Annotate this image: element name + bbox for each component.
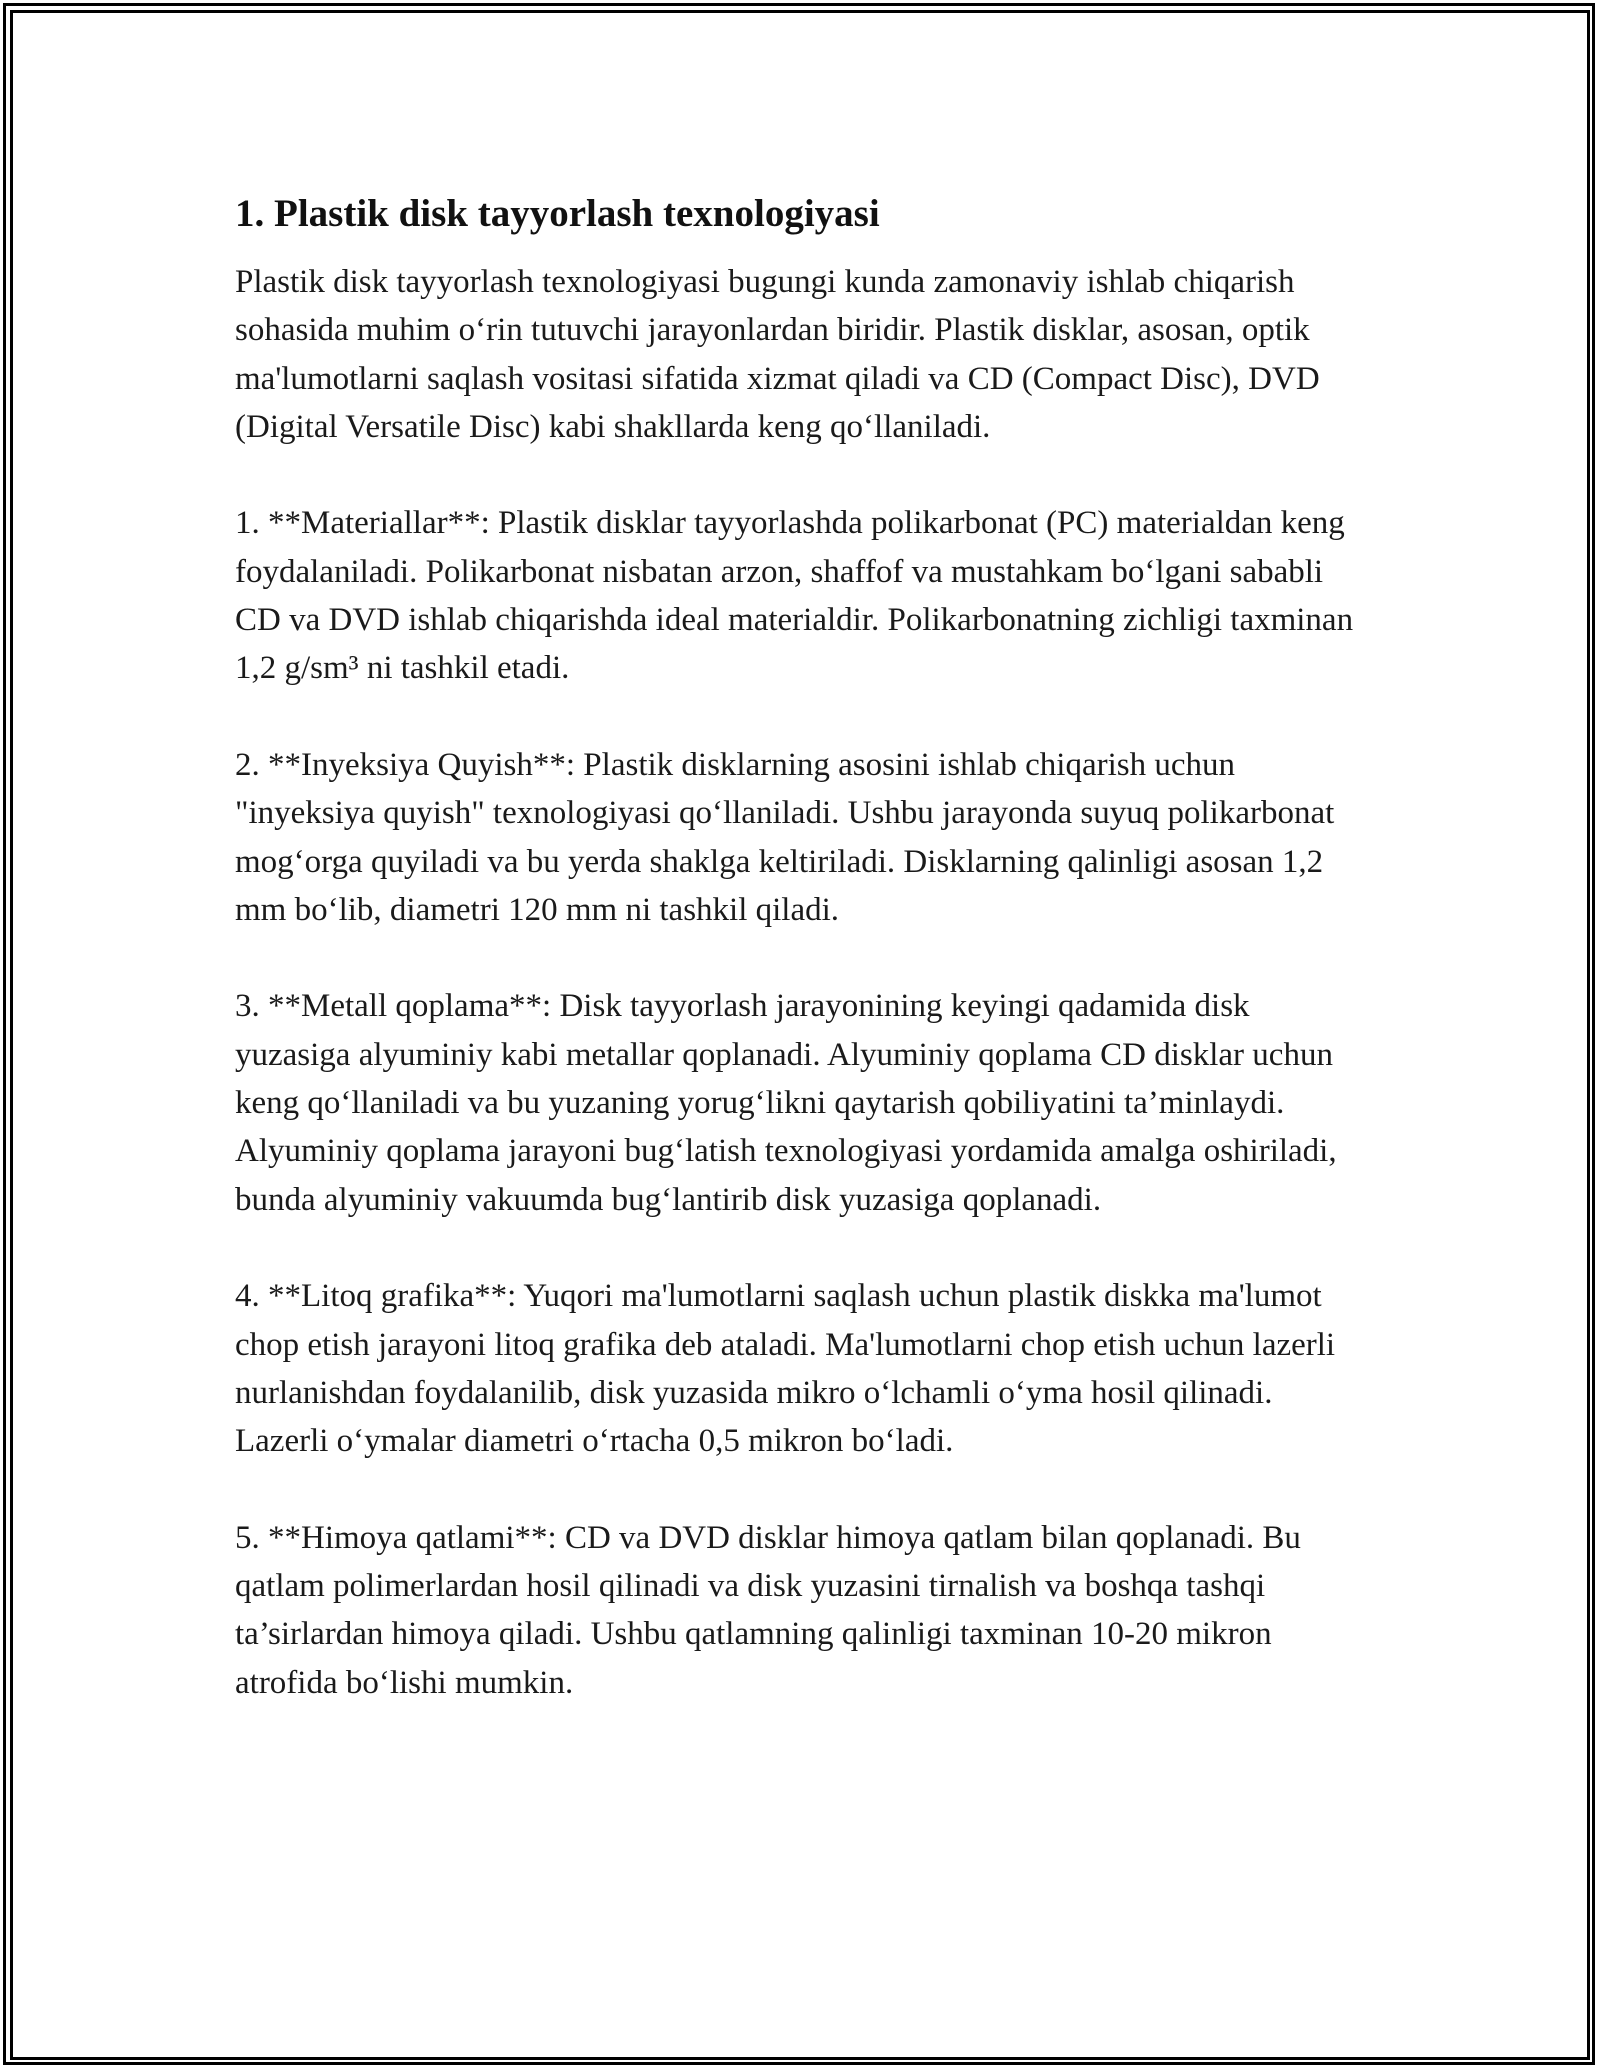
document-title: 1. Plastik disk tayyorlash texnologiyasi	[235, 192, 880, 235]
document-body	[235, 186, 1365, 1755]
paragraph-metal-coating: 3. **Metall qoplama**: Disk tayyorlash jarayonining keyingi qadamida disk yuzasiga alyuminiy kabi metallar qoplanadi. Alyuminiy qoplama CD disklar uchun keng qo‘llaniladi va bu yuzaning yorug‘likni qaytarish qobiliyatini ta’minlaydi. Alyuminiy qoplama jarayoni bug‘latish texnologiyasi yordamida amalga oshiriladi, bunda alyuminiy vakuumda bug‘lantirib disk yuzasiga qoplanadi.	[235, 988, 1337, 1218]
intro-paragraph: Plastik disk tayyorlash texnologiyasi bugungi kunda zamonaviy ishlab chiqarish sohasida muhim o‘rin tutuvchi jarayonlardan biridir. Plastik disklar, asosan, optik ma'lumotlarni saqlash vositasi sifatida xizmat qiladi va CD (Compact Disc), DVD (Digital Versatile Disc) kabi shakllarda keng qo‘llaniladi.	[235, 264, 1320, 445]
paragraph-lithography: 4. **Litoq grafika**: Yuqori ma'lumotlarni saqlash uchun plastik diskka ma'lumot chop etish jarayoni litoq grafika deb ataladi. Ma'lumotlarni chop etish uchun lazerli nurlanishdan foydalanilib, disk yuzasida mikro o‘lchamli o‘yma hosil qilinadi. Lazerli o‘ymalar diametri o‘rtacha 0,5 mikron bo‘ladi.	[235, 1278, 1336, 1460]
paragraph-injection-molding: 2. **Inyeksiya Quyish**: Plastik disklarning asosini ishlab chiqarish uchun "inyeksiya quyish" texnologiyasi qo‘llaniladi. Ushbu jarayonda suyuq polikarbonat mog‘orga quyiladi va bu yerda shaklga keltiriladi. Disklarning qalinligi asosan 1,2 mm bo‘lib, diametri 120 mm ni tashkil qiladi.	[235, 746, 1335, 928]
paragraph-materials: 1. **Materiallar**: Plastik disklar tayyorlashda polikarbonat (PC) materialdan keng foydalaniladi. Polikarbonat nisbatan arzon, shaffof va mustahkam bo‘lgani sababli CD va DVD ishlab chiqarishda ideal materialdir. Polikarbonatning zichligi taxminan 1,2 g/sm³ ni tashkil etadi.	[235, 505, 1354, 687]
paragraph-protective-layer: 5. **Himoya qatlami**: CD va DVD disklar himoya qatlam bilan qoplanadi. Bu qatlam polimerlardan hosil qilinadi va disk yuzasini tirnalish va boshqa tashqi ta’sirlardan himoya qiladi. Ushbu qatlamning qalinligi taxminan 10-20 mikron atrofida bo‘lishi mumkin.	[235, 1519, 1301, 1701]
